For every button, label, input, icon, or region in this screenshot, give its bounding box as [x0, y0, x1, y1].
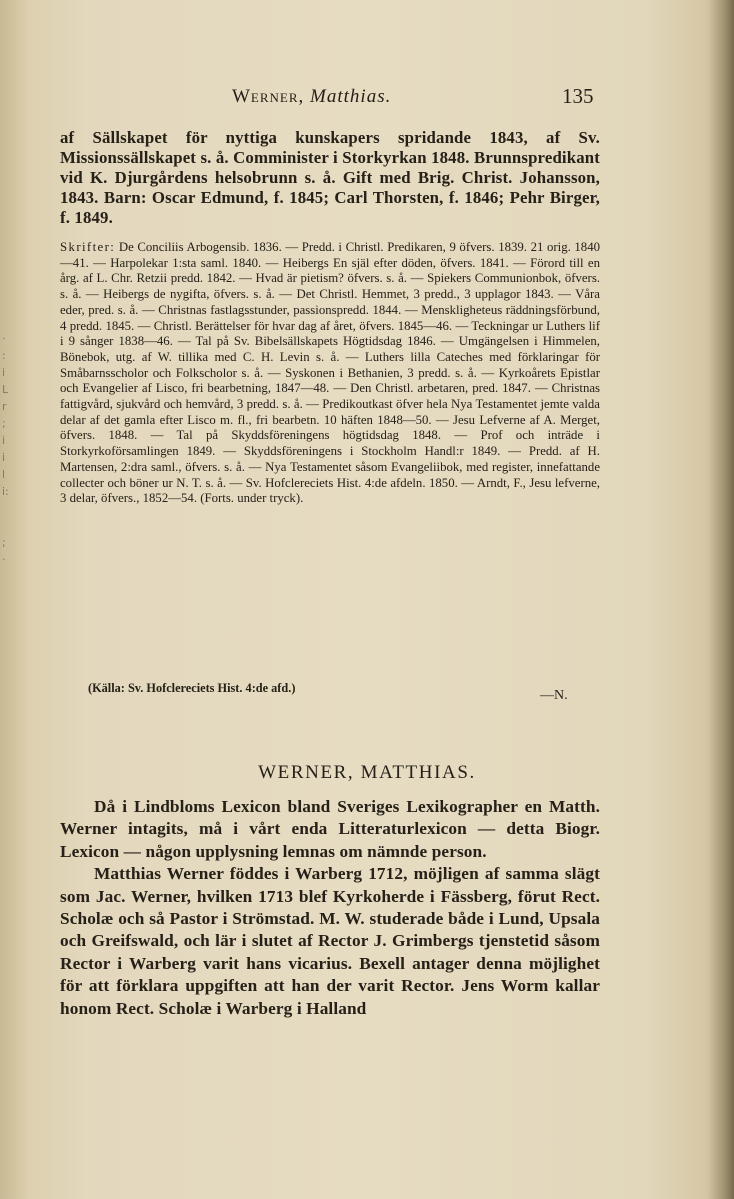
running-head-title: [232, 86, 391, 108]
article-paragraph: Matthias Werner föddes i Warberg 1712, möjligen af samma slägt som Jac. Werner, hvilken 1713 blef Kyrkoherde i Fässberg, förut Rect. Scholæ och så Pastor i Strömstad. M. W. studerade både i Lund, Upsala och Greifswald, och lär i slutet af Rector J. Grimbergs tjenstetid såsom Rector i Warberg varit hans vicarius. Bexell antager denna möjlighet för att förklara uppgiften att han der varit Rector. Jens Worm kallar honom Rect. Scholæ i Warberg i Halland: [60, 864, 600, 1018]
author-signature: —N.: [540, 688, 568, 703]
article-heading: WERNER, MATTHIAS.: [258, 762, 476, 783]
bio-section: [60, 128, 600, 228]
bio-paragraph: af Sällskapet för nyttiga kunskapers spridande 1843, af Sv. Missionssällskapet s. å. Comminister i Storkyrkan 1848. Brunnspredikant vid K. Djurgårdens helsobrunn s. å. Gift med Brig. Christ. Johansson, 1843. Barn: Oscar Edmund, f. 1845; Carl Thorsten, f. 1846; Pehr Birger, f. 1849.: [60, 128, 600, 228]
running-head: [0, 86, 734, 114]
article-body: [60, 796, 600, 1020]
page-edge-shadow: [708, 0, 734, 1199]
page-number: 135: [562, 84, 594, 108]
source-note: (Källa: Sv. Hofclereciets Hist. 4:de afd.): [88, 681, 296, 695]
writings-section: [60, 240, 600, 507]
article-paragraph: Då i Lindbloms Lexicon bland Sveriges Lexikographer en Matth. Werner intagits, må i vårt enda Litteraturlexicon — detta Biogr. Lexicon — någon upplysning lemnas om nämnde person.: [60, 797, 600, 861]
writings-label: Skrifter:: [60, 240, 116, 254]
writings-list: De Conciliis Arbogensib. 1836. — Predd. i Christl. Predikaren, 9 öfvers. 1839. 21 orig. 1840—41. — Harpolekar 1:sta saml. 1840. — Heibergs En själ efter döden, öfvers. 1841. — Förord till en årg. af L. Chr. Retzii predd. 1842. — Hvad är pietism? öfvers. s. å. — Spiekers Communionbok, öfvers. s. å. — Heibergs de nygifta, öfvers. s. å. — Det Christl. Hemmet, 3 predd., 3 upplagor 1843. — Våra eder, pred. s. å. — Christnas fastlagsstunder, passionspredd. 1844. — Menskligheteus räddningsförbund, 4 predd. 1845. — Christl. Berättelser för hvar dag af året, öfvers. 1845—46. — Teckningar ur Luthers lif i 9 sånger 1838—46. — Tal på Sv. Bibelsällskapets Högtidsdag 1846. — Umgängelsen i Himmelen, Bönebok, utg. af W. tillika med C. H. Levin s. å. — Luthers lilla Cateches med förklaringar för Småbarnsscholor och Folkscholor s. å. — Syskonen i Bethanien, 3 predd. s. å. — Kyrkoårets Epistlar och Evangelier af Lisco, fri bearbetning, 1847—48. — Den Christl. arbetaren, pred. 1847. — Christnas fattigvård, sjukvård och hemvård, 3 predd. s. å. — Predikoutkast öfver hela Nya Testamentet jemte valda delar af det gamla efter Lisco m. fl., fri bearbetn. 10 häften 1848—50. — Jesu Lefverne af A. Merget, öfvers. 1848. — Tal på Skyddsföreningens högtidsdag 1848. — Prof och inträde i Storkyrkoförsamlingen 1849. — Skyddsföreningens i Stockholm Handl:r 1849. — Predd. af H. Martensen, 2:dra saml., öfvers. s. å. — Nya Testamentet såsom Evangeliibok, med register, innefattande collecter och böner ur N. T. s. å. — Sv. Hofclereciets Hist. 4:de afdeln. 1850. — Arndt, F., Jesu lefverne, 3 delar, öfvers., 1852—54. (Forts. under tryck).: [60, 240, 601, 506]
running-head-given-name: Matthias.: [310, 86, 392, 107]
running-head-surname: Werner,: [232, 86, 305, 107]
margin-bleed-through: · : i L r ; i i l i: ; ·: [2, 332, 9, 566]
